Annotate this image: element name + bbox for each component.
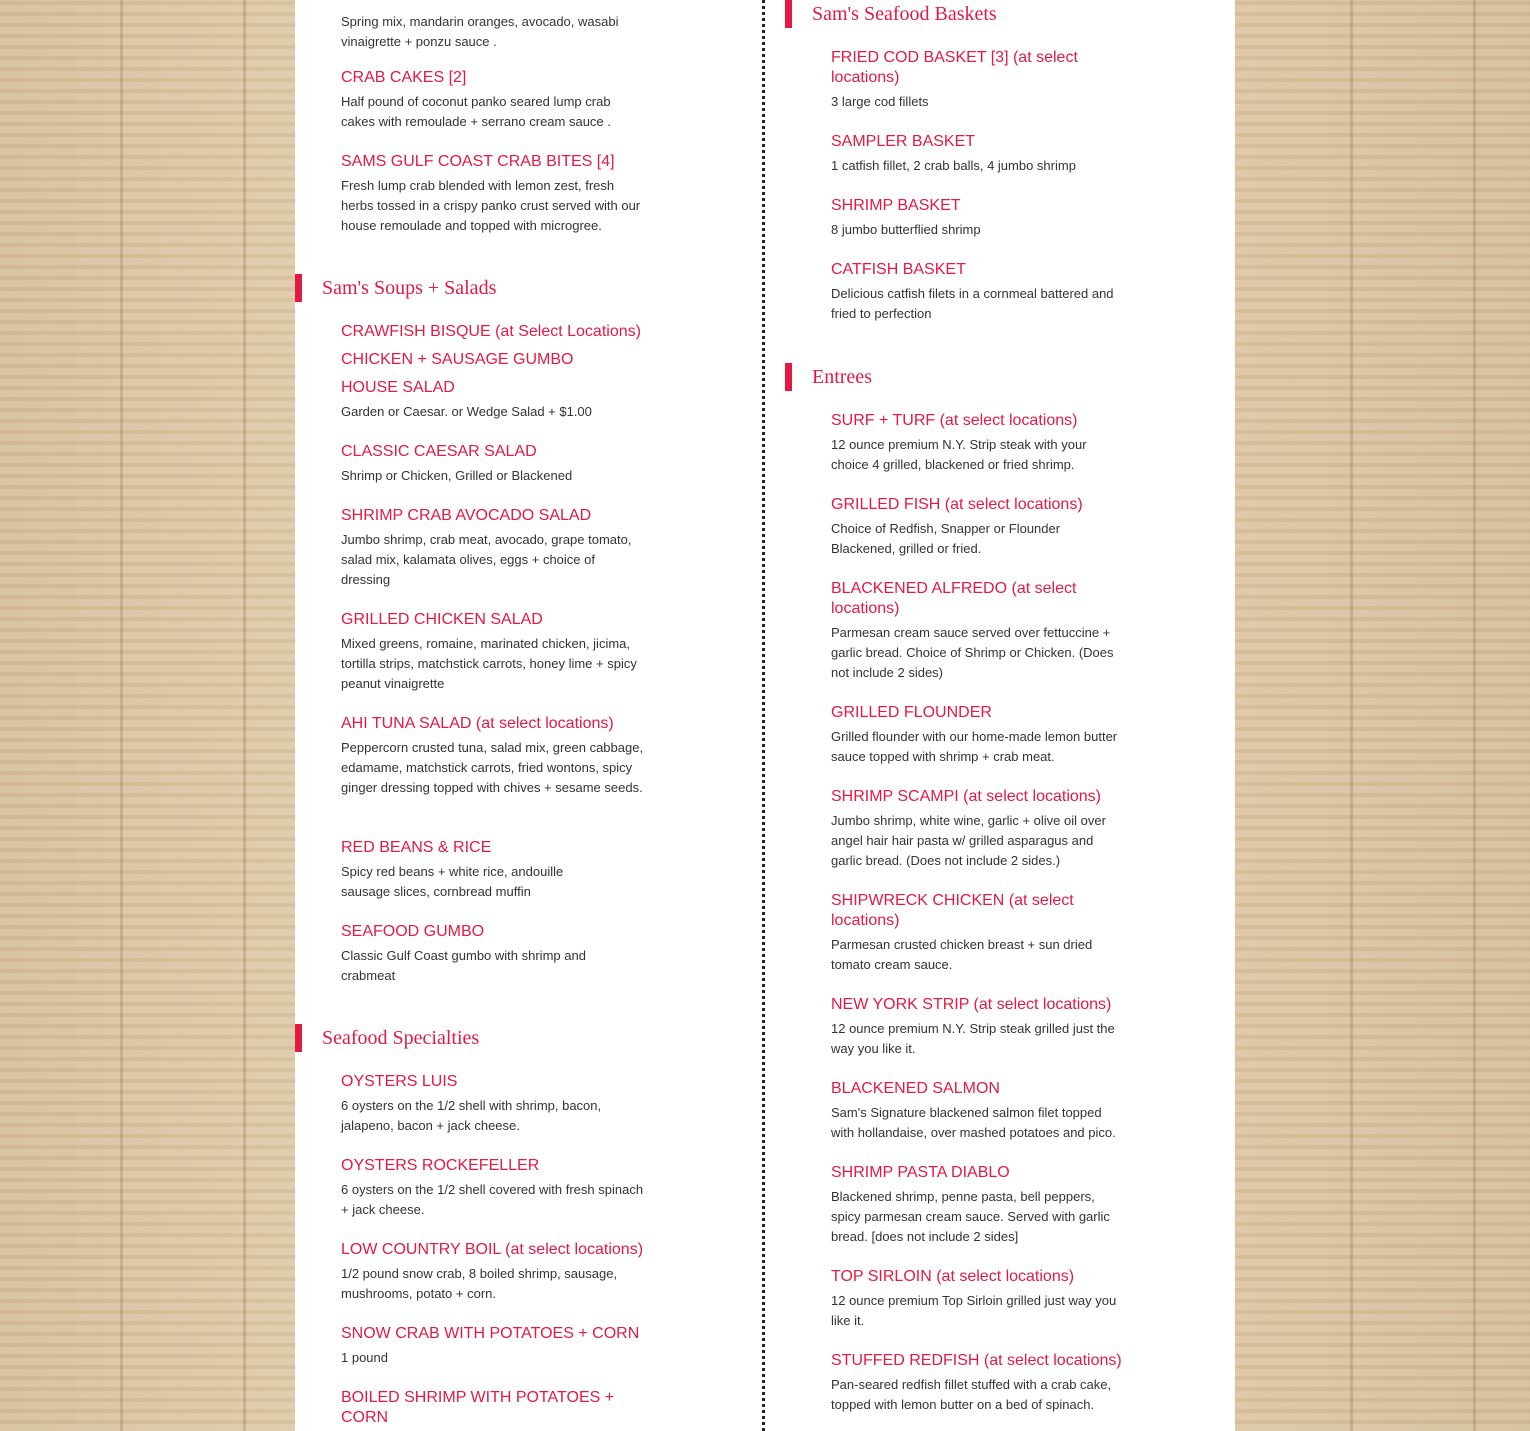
- item-name[interactable]: STUFFED REDFISH (at select locations): [831, 1352, 1122, 1369]
- item-description: Sam's Signature blackened salmon filet topped with hollandaise, over mashed potatoes and pico.: [831, 1105, 1116, 1140]
- section-title: Sam's Seafood Baskets: [812, 3, 997, 25]
- menu-item[interactable]: [831, 579, 1121, 683]
- item-name[interactable]: SHRIMP CRAB AVOCADO SALAD: [341, 507, 592, 524]
- item-name[interactable]: BOILED SHRIMP WITH POTATOES + CORN: [341, 1389, 615, 1426]
- menu-item[interactable]: [341, 68, 646, 132]
- menu-item[interactable]: [831, 411, 1101, 475]
- item-name[interactable]: HOUSE SALAD: [341, 379, 455, 396]
- item-name[interactable]: CHICKEN + SAUSAGE GUMBO: [341, 351, 574, 368]
- item-name[interactable]: TOP SIRLOIN (at select locations): [831, 1268, 1075, 1285]
- item-description: Grilled flounder with our home-made lemon butter sauce topped with shrimp + crab meat.: [831, 729, 1118, 764]
- item-name[interactable]: GRILLED FISH (at select locations): [831, 496, 1083, 513]
- item-description: 1/2 pound snow crab, 8 boiled shrimp, sausage, mushrooms, potato + corn.: [341, 1266, 618, 1301]
- menu-item[interactable]: [341, 506, 646, 590]
- item-name[interactable]: SNOW CRAB WITH POTATOES + CORN: [341, 1325, 640, 1342]
- item-name[interactable]: CRAWFISH BISQUE (at Select Locations): [341, 323, 641, 340]
- menu-item[interactable]: [341, 610, 646, 694]
- item-description: Blackened shrimp, penne pasta, bell peppers, spicy parmesan cream sauce. Served with garlic bread. [does not include 2 sides]: [831, 1189, 1110, 1244]
- section-accent-bar: [785, 0, 792, 28]
- menu-item[interactable]: [341, 838, 581, 902]
- item-name[interactable]: SAMPLER BASKET: [831, 133, 976, 150]
- menu-item[interactable]: [341, 922, 601, 986]
- menu-panel: [295, 0, 1235, 1431]
- item-description: 6 oysters on the 1/2 shell covered with fresh spinach + jack cheese.: [341, 1182, 644, 1217]
- section-title: Seafood Specialties: [322, 1027, 480, 1049]
- item-name[interactable]: LOW COUNTRY BOIL (at select locations): [341, 1241, 644, 1258]
- item-description: 12 ounce premium Top Sirloin grilled just way you like it.: [831, 1293, 1117, 1328]
- menu-item[interactable]: [341, 1324, 646, 1368]
- menu-item[interactable]: [341, 442, 646, 486]
- item-name[interactable]: CATFISH BASKET: [831, 261, 966, 278]
- menu-item[interactable]: [831, 48, 1091, 112]
- menu-item[interactable]: [831, 1351, 1129, 1415]
- section-title: Entrees: [812, 366, 872, 388]
- item-name[interactable]: RED BEANS & RICE: [341, 839, 492, 856]
- item-description: Classic Gulf Coast gumbo with shrimp and crabmeat: [341, 948, 586, 983]
- section-accent-bar: [295, 274, 302, 302]
- section-title: Sam's Soups + Salads: [322, 277, 497, 299]
- section-accent-bar: [295, 1024, 302, 1052]
- item-description: Shrimp or Chicken, Grilled or Blackened: [341, 468, 573, 483]
- item-description: Spring mix, mandarin oranges, avocado, wasabi vinaigrette + ponzu sauce .: [341, 14, 619, 49]
- menu-item[interactable]: [831, 891, 1101, 975]
- item-name[interactable]: SURF + TURF (at select locations): [831, 412, 1078, 429]
- menu-item[interactable]: [341, 1388, 631, 1428]
- item-name[interactable]: SHRIMP SCAMPI (at select locations): [831, 788, 1102, 805]
- item-name[interactable]: SHIPWRECK CHICKEN (at select locations): [831, 892, 1074, 929]
- item-name[interactable]: BLACKENED ALFREDO (at select locations): [831, 580, 1077, 617]
- menu-item[interactable]: [831, 1079, 1123, 1143]
- item-description: 6 oysters on the 1/2 shell with shrimp, bacon, jalapeno, bacon + jack cheese.: [341, 1098, 602, 1133]
- item-description: 8 jumbo butterflied shrimp: [831, 222, 981, 237]
- item-name[interactable]: SAMS GULF COAST CRAB BITES [4]: [341, 153, 615, 170]
- menu-item[interactable]: [831, 196, 1126, 240]
- item-name[interactable]: OYSTERS LUIS: [341, 1073, 458, 1090]
- item-name[interactable]: AHI TUNA SALAD (at select locations): [341, 715, 614, 732]
- item-description: 1 pound: [341, 1350, 388, 1365]
- item-description: Parmesan cream sauce served over fettuccine + garlic bread. Choice of Shrimp or Chicken. (Does not include 2 sides): [831, 625, 1114, 680]
- item-name[interactable]: BLACKENED SALMON: [831, 1080, 1000, 1097]
- menu-item[interactable]: [831, 995, 1123, 1059]
- item-description: 12 ounce premium N.Y. Strip steak with your choice 4 grilled, blackened or fried shrimp.: [831, 437, 1087, 472]
- menu-item[interactable]: [831, 260, 1126, 324]
- item-name[interactable]: SEAFOOD GUMBO: [341, 923, 485, 940]
- item-name[interactable]: GRILLED FLOUNDER: [831, 704, 992, 721]
- menu-item[interactable]: [831, 132, 1126, 176]
- item-description: Choice of Redfish, Snapper or Flounder Blackened, grilled or fried.: [831, 521, 1061, 556]
- column-divider: [762, 0, 765, 1431]
- item-description: 3 large cod fillets: [831, 94, 929, 109]
- item-description: Jumbo shrimp, white wine, garlic + olive oil over angel hair hair pasta w/ grilled asparagus and garlic bread. (Does not include 2 sides.): [831, 813, 1106, 868]
- item-name[interactable]: CLASSIC CAESAR SALAD: [341, 443, 537, 460]
- item-description: Fresh lump crab blended with lemon zest, fresh herbs tossed in a crispy panko crust served with our house remoulade and topped with microgree.: [341, 178, 641, 233]
- menu-item[interactable]: [341, 1240, 651, 1304]
- item-description: Half pound of coconut panko seared lump crab cakes with remoulade + serrano cream sauce .: [341, 94, 611, 129]
- item-description: Spicy red beans + white rice, andouille sausage slices, cornbread muffin: [341, 864, 564, 899]
- menu-item[interactable]: [341, 322, 646, 342]
- item-name[interactable]: OYSTERS ROCKEFELLER: [341, 1157, 540, 1174]
- menu-item[interactable]: [831, 787, 1116, 871]
- menu-item[interactable]: [341, 1156, 646, 1220]
- item-name[interactable]: FRIED COD BASKET [3] (at select locations): [831, 49, 1078, 86]
- menu-item[interactable]: [831, 703, 1123, 767]
- menu-item[interactable]: [341, 714, 651, 798]
- item-description: Mixed greens, romaine, marinated chicken, jicima, tortilla strips, matchstick carrots, honey lime + spicy peanut vinaigrette: [341, 636, 637, 691]
- item-description: Pan-seared redfish fillet stuffed with a crab cake, topped with lemon butter on a bed of spinach.: [831, 1377, 1112, 1412]
- item-name[interactable]: GRILLED CHICKEN SALAD: [341, 611, 543, 628]
- item-description: Garden or Caesar. or Wedge Salad + $1.00: [341, 404, 592, 419]
- menu-item: [341, 8, 646, 52]
- item-description: Parmesan crusted chicken breast + sun dried tomato cream sauce.: [831, 937, 1093, 972]
- item-description: Delicious catfish filets in a cornmeal battered and fried to perfection: [831, 286, 1114, 321]
- item-name[interactable]: SHRIMP BASKET: [831, 197, 961, 214]
- item-name[interactable]: SHRIMP PASTA DIABLO: [831, 1164, 1010, 1181]
- menu-item[interactable]: [341, 152, 646, 236]
- menu-item[interactable]: [831, 1267, 1123, 1331]
- menu-item[interactable]: [831, 495, 1101, 559]
- item-description: 12 ounce premium N.Y. Strip steak grilled just the way you like it.: [831, 1021, 1115, 1056]
- menu-item[interactable]: [341, 378, 646, 422]
- item-description: 1 catfish fillet, 2 crab balls, 4 jumbo shrimp: [831, 158, 1076, 173]
- item-description: Jumbo shrimp, crab meat, avocado, grape tomato, salad mix, kalamata olives, eggs + choice of dressing: [341, 532, 632, 587]
- section-accent-bar: [785, 363, 792, 391]
- item-name[interactable]: CRAB CAKES [2]: [341, 69, 467, 86]
- menu-item[interactable]: [831, 1163, 1116, 1247]
- menu-item[interactable]: [341, 1072, 621, 1136]
- item-name[interactable]: NEW YORK STRIP (at select locations): [831, 996, 1112, 1013]
- menu-item[interactable]: [341, 350, 646, 370]
- item-description: Peppercorn crusted tuna, salad mix, green cabbage, edamame, matchstick carrots, fried wontons, spicy ginger dressing topped with chives + sesame seeds.: [341, 740, 644, 795]
